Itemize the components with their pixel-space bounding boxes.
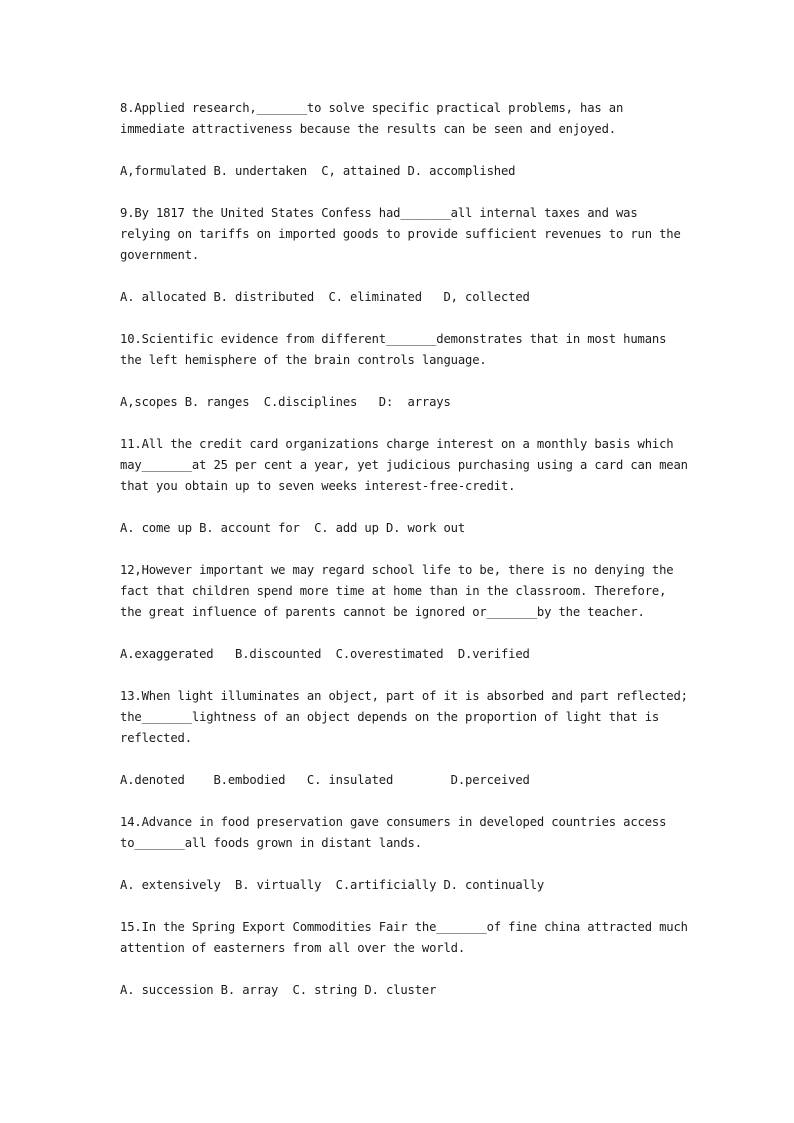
question-13	[120, 686, 690, 749]
question-10	[120, 329, 690, 371]
question-12-options: A.exaggerated B.discounted C.overestimated D.verified	[120, 647, 530, 661]
question-9-options: A. allocated B. distributed C. eliminated D, collected	[120, 290, 530, 304]
question-12	[120, 560, 690, 623]
question-list	[120, 98, 690, 1022]
question-8	[120, 98, 690, 140]
question-10-options: A,scopes B. ranges C.disciplines D: arrays	[120, 395, 451, 409]
question-text-line: reflected.	[120, 731, 192, 745]
question-text-line: 10.Scientific evidence from different_______demonstrates that in most humans	[120, 332, 667, 346]
question-text-line: government.	[120, 248, 200, 262]
question-text-line: the great influence of parents cannot be ignored or_______by the teacher.	[120, 605, 645, 619]
question-text-line: immediate attractiveness because the results can be seen and enjoyed.	[120, 122, 616, 136]
question-text-line: the left hemisphere of the brain controls language.	[120, 353, 487, 367]
question-text-line: the_______lightness of an object depends on the proportion of light that is	[120, 710, 660, 724]
question-text-line: 14.Advance in food preservation gave consumers in developed countries access	[120, 815, 667, 829]
question-15	[120, 917, 690, 959]
question-15-options: A. succession B. array C. string D. cluster	[120, 983, 437, 997]
question-text-line: that you obtain up to seven weeks interest-free-credit.	[120, 479, 516, 493]
question-14-options: A. extensively B. virtually C.artificially D. continually	[120, 878, 545, 892]
question-text-line: may_______at 25 per cent a year, yet judicious purchasing using a card can mean	[120, 458, 688, 472]
question-9	[120, 203, 690, 266]
question-text-line: 13.When light illuminates an object, part of it is absorbed and part reflected;	[120, 689, 688, 703]
question-14	[120, 812, 690, 854]
question-13-options: A.denoted B.embodied C. insulated D.perceived	[120, 773, 530, 787]
question-text-line: to_______all foods grown in distant lands.	[120, 836, 422, 850]
question-text-line: attention of easterners from all over the world.	[120, 941, 465, 955]
question-text-line: 15.In the Spring Export Commodities Fair the_______of fine china attracted much	[120, 920, 688, 934]
question-text-line: 12,However important we may regard school life to be, there is no denying the	[120, 563, 674, 577]
question-11-options: A. come up B. account for C. add up D. work out	[120, 521, 465, 535]
question-text-line: fact that children spend more time at home than in the classroom. Therefore,	[120, 584, 667, 598]
question-8-options: A,formulated B. undertaken C, attained D. accomplished	[120, 164, 516, 178]
question-text-line: 9.By 1817 the United States Confess had_______all internal taxes and was	[120, 206, 638, 220]
question-text-line: relying on tariffs on imported goods to provide sufficient revenues to run the	[120, 227, 681, 241]
question-text-line: 8.Applied research,_______to solve specific practical problems, has an	[120, 101, 624, 115]
question-11	[120, 434, 690, 497]
question-text-line: 11.All the credit card organizations charge interest on a monthly basis which	[120, 437, 674, 451]
